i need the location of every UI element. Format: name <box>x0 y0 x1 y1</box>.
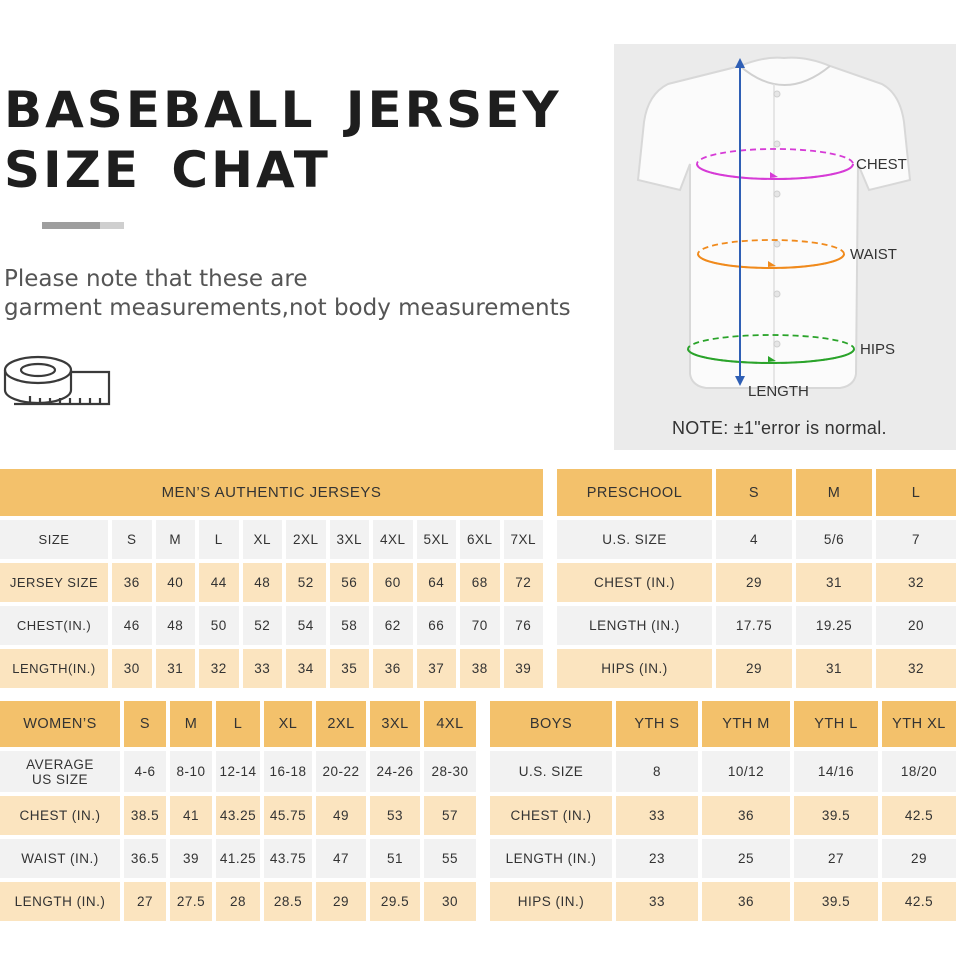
boys-size-table <box>486 697 960 925</box>
table-cell: 39 <box>170 839 212 878</box>
table-cell: 50 <box>199 606 239 645</box>
table-cell: U.S. SIZE <box>490 751 612 792</box>
table-cell: 10/12 <box>702 751 790 792</box>
table-cell: 29 <box>882 839 956 878</box>
table-cell: 39.5 <box>794 796 878 835</box>
table-cell: 28.5 <box>264 882 312 921</box>
table-cell: 31 <box>796 649 872 688</box>
preschool-header-row <box>557 469 956 516</box>
table-cell: 39.5 <box>794 882 878 921</box>
table-cell: 4XL <box>424 701 476 747</box>
table-cell: 3XL <box>370 701 420 747</box>
table-cell: 16-18 <box>264 751 312 792</box>
page-title <box>4 80 584 200</box>
table-cell: 27.5 <box>170 882 212 921</box>
table-row <box>490 796 956 835</box>
mens-header-row <box>0 469 543 516</box>
table-cell: 30 <box>112 649 152 688</box>
table-cell: 43.75 <box>264 839 312 878</box>
table-cell: 35 <box>330 649 370 688</box>
table-cell: 56 <box>330 563 370 602</box>
table-cell: 52 <box>286 563 326 602</box>
table-cell: 7XL <box>504 520 544 559</box>
table-cell: 12-14 <box>216 751 260 792</box>
table-cell: 31 <box>156 649 196 688</box>
table-cell: 36.5 <box>124 839 166 878</box>
mens-size-table <box>0 465 547 692</box>
table-row <box>0 649 543 688</box>
table-cell: XL <box>243 520 283 559</box>
table-cell: 29 <box>716 563 792 602</box>
table-cell: 31 <box>796 563 872 602</box>
table-cell: S <box>112 520 152 559</box>
table-cell: CHEST (IN.) <box>0 796 120 835</box>
table-cell: 29.5 <box>370 882 420 921</box>
table-cell: 38 <box>460 649 500 688</box>
table-cell: 42.5 <box>882 796 956 835</box>
table-cell: WOMEN’S <box>0 701 120 747</box>
mens-title: MEN’S AUTHENTIC JERSEYS <box>0 469 543 516</box>
table-cell: 46 <box>112 606 152 645</box>
table-cell: 36 <box>702 882 790 921</box>
table-cell: 6XL <box>460 520 500 559</box>
table-row <box>0 751 476 792</box>
womens-size-table <box>0 697 480 925</box>
table-cell: 8 <box>616 751 698 792</box>
table-cell: 37 <box>417 649 457 688</box>
table-cell: 28 <box>216 882 260 921</box>
table-cell: M <box>796 469 872 516</box>
tape-measure-icon <box>0 348 118 410</box>
table-cell: 7 <box>876 520 956 559</box>
table-cell: 42.5 <box>882 882 956 921</box>
table-cell: 44 <box>199 563 239 602</box>
table-cell: 66 <box>417 606 457 645</box>
table-row <box>557 606 956 645</box>
table-cell: 5/6 <box>796 520 872 559</box>
table-cell: 36 <box>112 563 152 602</box>
table-row <box>0 563 543 602</box>
table-cell: YTH L <box>794 701 878 747</box>
table-cell: YTH XL <box>882 701 956 747</box>
table-cell: 36 <box>702 796 790 835</box>
table-cell: 38.5 <box>124 796 166 835</box>
table-cell: L <box>876 469 956 516</box>
table-cell: S <box>716 469 792 516</box>
table-cell: 33 <box>616 796 698 835</box>
table-cell: 68 <box>460 563 500 602</box>
table-cell: 5XL <box>417 520 457 559</box>
table-cell: 29 <box>716 649 792 688</box>
boys-header-row <box>490 701 956 747</box>
table-cell: 41 <box>170 796 212 835</box>
table-cell: 25 <box>702 839 790 878</box>
table-cell: 27 <box>124 882 166 921</box>
table-cell: CHEST (IN.) <box>557 563 712 602</box>
title-line-2: SIZE CHAT <box>4 141 331 199</box>
table-cell: 14/16 <box>794 751 878 792</box>
table-row <box>0 796 476 835</box>
table-cell: 30 <box>424 882 476 921</box>
table-cell: 19.25 <box>796 606 872 645</box>
table-cell: HIPS (IN.) <box>557 649 712 688</box>
table-cell: U.S. SIZE <box>557 520 712 559</box>
table-cell: 57 <box>424 796 476 835</box>
table-cell: 2XL <box>316 701 366 747</box>
table-cell: SIZE <box>0 520 108 559</box>
table-cell: 52 <box>243 606 283 645</box>
jersey-diagram <box>614 44 956 450</box>
table-cell: BOYS <box>490 701 612 747</box>
table-cell: M <box>156 520 196 559</box>
table-row <box>0 606 543 645</box>
table-cell: 27 <box>794 839 878 878</box>
note-line-2: garment measurements,not body measurements <box>4 295 571 321</box>
table-cell: 40 <box>156 563 196 602</box>
error-note: NOTE: ±1"error is normal. <box>672 418 887 438</box>
table-cell: 60 <box>373 563 413 602</box>
table-cell: WAIST (IN.) <box>0 839 120 878</box>
table-cell: 28-30 <box>424 751 476 792</box>
title-divider <box>42 222 124 229</box>
table-cell: 62 <box>373 606 413 645</box>
table-cell: 4XL <box>373 520 413 559</box>
table-cell: 34 <box>286 649 326 688</box>
table-cell: AVERAGE US SIZE <box>0 751 120 792</box>
table-cell: LENGTH(IN.) <box>0 649 108 688</box>
table-cell: 48 <box>156 606 196 645</box>
table-cell: XL <box>264 701 312 747</box>
table-cell: 4-6 <box>124 751 166 792</box>
table-cell: 29 <box>316 882 366 921</box>
table-row <box>557 563 956 602</box>
title-line-1: BASEBALL JERSEY <box>4 81 562 139</box>
hips-label: HIPS <box>860 341 896 358</box>
table-row <box>0 520 543 559</box>
table-cell: HIPS (IN.) <box>490 882 612 921</box>
table-cell: 47 <box>316 839 366 878</box>
table-cell: LENGTH (IN.) <box>490 839 612 878</box>
table-cell: 58 <box>330 606 370 645</box>
table-cell: M <box>170 701 212 747</box>
measurement-note <box>4 265 604 323</box>
table-cell: 33 <box>616 882 698 921</box>
table-cell: 45.75 <box>264 796 312 835</box>
table-row <box>490 882 956 921</box>
table-cell: 51 <box>370 839 420 878</box>
table-cell: 54 <box>286 606 326 645</box>
preschool-size-table <box>553 465 960 692</box>
table-cell: 32 <box>199 649 239 688</box>
table-cell: YTH M <box>702 701 790 747</box>
table-cell: 55 <box>424 839 476 878</box>
table-cell: LENGTH (IN.) <box>557 606 712 645</box>
table-cell: 41.25 <box>216 839 260 878</box>
table-cell: 70 <box>460 606 500 645</box>
table-row <box>0 882 476 921</box>
table-cell: 49 <box>316 796 366 835</box>
waist-label: WAIST <box>850 246 897 263</box>
note-line-1: Please note that these are <box>4 266 308 292</box>
table-cell: L <box>199 520 239 559</box>
table-cell: 20-22 <box>316 751 366 792</box>
table-cell: 32 <box>876 649 956 688</box>
table-cell: LENGTH (IN.) <box>0 882 120 921</box>
table-cell: PRESCHOOL <box>557 469 712 516</box>
table-row <box>490 839 956 878</box>
table-cell: 17.75 <box>716 606 792 645</box>
table-cell: 76 <box>504 606 544 645</box>
table-cell: 36 <box>373 649 413 688</box>
table-cell: S <box>124 701 166 747</box>
table-cell: 24-26 <box>370 751 420 792</box>
table-cell: 72 <box>504 563 544 602</box>
table-cell: CHEST(IN.) <box>0 606 108 645</box>
table-cell: JERSEY SIZE <box>0 563 108 602</box>
table-cell: 48 <box>243 563 283 602</box>
table-row <box>557 520 956 559</box>
table-cell: 3XL <box>330 520 370 559</box>
table-row <box>490 751 956 792</box>
table-cell: 2XL <box>286 520 326 559</box>
table-cell: 53 <box>370 796 420 835</box>
length-label: LENGTH <box>748 383 809 400</box>
table-cell: 64 <box>417 563 457 602</box>
table-cell: L <box>216 701 260 747</box>
chest-label: CHEST <box>856 156 907 173</box>
table-cell: 20 <box>876 606 956 645</box>
table-cell: 8-10 <box>170 751 212 792</box>
table-cell: 18/20 <box>882 751 956 792</box>
table-cell: 43.25 <box>216 796 260 835</box>
table-row <box>0 839 476 878</box>
womens-header-row <box>0 701 476 747</box>
table-cell: 23 <box>616 839 698 878</box>
table-cell: CHEST (IN.) <box>490 796 612 835</box>
table-cell: 4 <box>716 520 792 559</box>
table-cell: 39 <box>504 649 544 688</box>
table-cell: 32 <box>876 563 956 602</box>
table-cell: YTH S <box>616 701 698 747</box>
table-cell: 33 <box>243 649 283 688</box>
table-row <box>557 649 956 688</box>
